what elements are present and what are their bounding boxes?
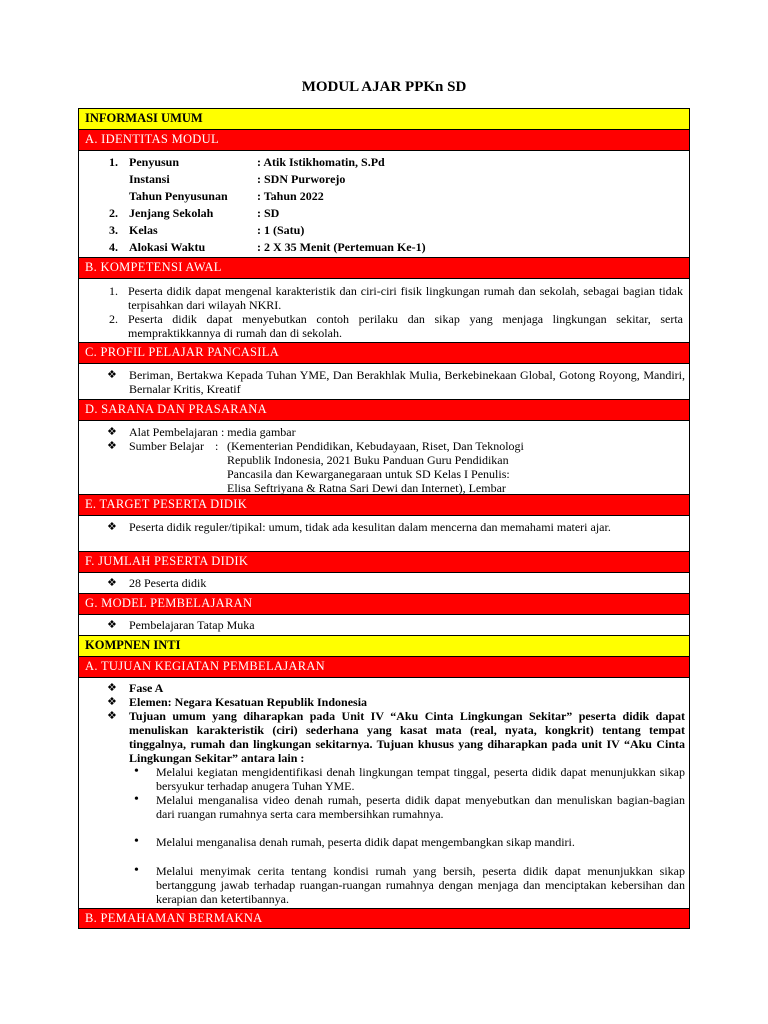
identitas-row: 1. Penyusun : Atik Istikhomatin, S.Pd — [109, 155, 385, 169]
module-table — [78, 108, 690, 929]
diamond-bullet-icon: ❖ — [107, 695, 117, 708]
section-identitas-modul: A. IDENTITAS MODUL — [79, 130, 689, 151]
diamond-bullet-icon: ❖ — [107, 368, 117, 381]
dot-bullet-icon: • — [134, 863, 139, 878]
diamond-bullet-icon: ❖ — [107, 681, 117, 694]
diamond-bullet-icon: ❖ — [107, 618, 117, 631]
identitas-grid — [109, 154, 669, 256]
diamond-bullet-icon: ❖ — [107, 425, 117, 438]
identitas-row: 4. Alokasi Waktu : 2 X 35 Menit (Pertemuan Ke-1) — [109, 240, 426, 254]
identitas-row: 3. Kelas : 1 (Satu) — [109, 223, 305, 237]
diamond-bullet-icon: ❖ — [107, 520, 117, 533]
model-content: ❖ Pembelajaran Tatap Muka — [79, 615, 689, 636]
dot-bullet-icon: • — [134, 764, 139, 779]
section-komponen-inti: KOMPNEN INTI — [79, 636, 689, 657]
identitas-row: Instansi : SDN Purworejo — [129, 172, 346, 186]
jumlah-content: ❖ 28 Peserta didik — [79, 573, 689, 594]
section-kompetensi-awal: B. KOMPETENSI AWAL — [79, 258, 689, 279]
identitas-row: Tahun Penyusunan : Tahun 2022 — [129, 189, 324, 203]
page-title: MODUL AJAR PPKn SD — [301, 79, 467, 95]
dot-bullet-icon: • — [134, 792, 139, 807]
section-model-pembelajaran: G. MODEL PEMBELAJARAN — [79, 594, 689, 615]
list-item: 1. Peserta didik dapat mengenal karakteristik dan ciri-ciri fisik lingkungan rumah dan sekolah, sebagai bagian tidak terpisahkan dari wilayah NKRI. — [109, 284, 683, 312]
tujuan-content: ❖ Fase A ❖ Elemen: Negara Kesatuan Republik Indonesia ❖ Tujuan umum yang diharapkan pada Unit IV “Aku Cinta Lingkungan Sekitar” peserta didik dapat menuliskan karakteristik (ciri) sederhana yang kasat mata (real, nyata, kongkrit) tentang tempat tinggalnya, rumah dan lingkungan sekitarnya. Tujuan khusus yang diharapkan pada unit IV “Aku Cinta Lingkungan Sekitar” antara lain : • Melalui kegiatan mengidentifikasi denah lingkungan tempat tinggal, peserta didik dapat menunjukkan sikap bersyukur terhadap anugera Tuhan YME. • Melalui menganalisa video denah rumah, peserta didik dapat menyebutkan dan menuliskan bagian-bagian dari ruangan rumahnya serta cara membersihkan rumahnya. • Melalui menganalisa denah rumah, peserta didik dapat mengembangkan sikap mandiri. • Melalui menyimak cerita tentang kondisi rumah yang bersih, peserta didik dapat menunjukkan sikap bertanggung jawab terhadap ruangan-ruangan rumahnya dengan menjaga dan menciptakan kebersihan dan kerapian dan ketertibannya. — [79, 678, 689, 909]
target-content: ❖ Peserta didik reguler/tipikal: umum, tidak ada kesulitan dalam mencerna dan memahami materi ajar. — [79, 516, 689, 552]
section-jumlah-peserta: F. JUMLAH PESERTA DIDIK — [79, 552, 689, 573]
kompetensi-content — [79, 279, 689, 343]
dot-bullet-icon: • — [134, 834, 139, 849]
diamond-bullet-icon: ❖ — [107, 576, 117, 589]
section-profil-pancasila: C. PROFIL PELAJAR PANCASILA — [79, 343, 689, 364]
profil-content: ❖ Beriman, Bertakwa Kepada Tuhan YME, Dan Berakhlak Mulia, Berkebinekaan Global, Gotong Royong, Mandiri, Bernalar Kritis, Kreatif — [79, 364, 689, 400]
section-target-peserta: E. TARGET PESERTA DIDIK — [79, 495, 689, 516]
diamond-bullet-icon: ❖ — [107, 439, 117, 452]
diamond-bullet-icon: ❖ — [107, 709, 117, 722]
section-tujuan-kegiatan: A. TUJUAN KEGIATAN PEMBELAJARAN — [79, 657, 689, 678]
sarana-content: ❖ Alat Pembelajaran : media gambar ❖ Sumber Belajar : (Kementerian Pendidikan, Kebudayaan, Riset, Dan Teknologi Republik Indonesia, 2021 Buku Panduan Guru Pendidikan Pancasila dan Kewarganegaraan untuk SD Kelas I Penulis: Elisa Seftriyana & Ratna Sari Dewi dan Internet), Lembar — [79, 421, 689, 495]
identitas-row: 2. Jenjang Sekolah : SD — [109, 206, 280, 220]
list-item: 2. Peserta didik dapat menyebutkan contoh perilaku dan sikap yang menjaga lingkungan sekitar, serta mempraktikkannya di rumah dan di sekolah. — [109, 312, 683, 340]
section-pemahaman-bermakna: B. PEMAHAMAN BERMAKNA — [79, 909, 689, 928]
section-sarana-prasarana: D. SARANA DAN PRASARANA — [79, 400, 689, 421]
section-informasi-umum: INFORMASI UMUM — [79, 109, 689, 130]
identitas-content — [79, 151, 689, 258]
